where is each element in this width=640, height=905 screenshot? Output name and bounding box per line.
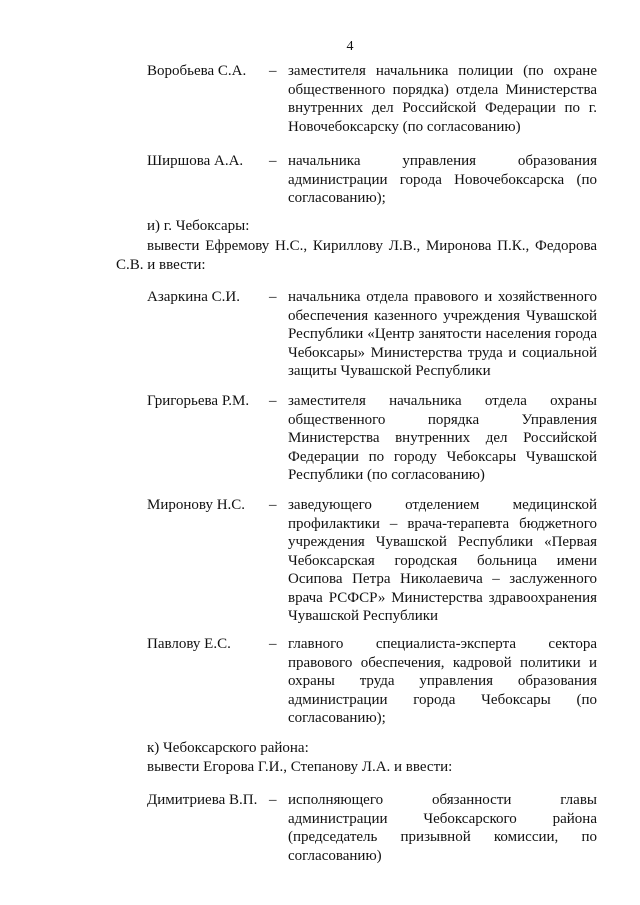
position-description: заместителя начальника отдела охраны общественного порядка Управления Министерства внутренних дел Российской Федерации по городу Чебоксары Чувашской Республики (по согласованию) (288, 393, 597, 483)
position-description: исполняющего обязанности главы администрации Чебоксарского района (председатель призывной комиссии, по согласованию) (288, 792, 597, 864)
position-description: заместителя начальника полиции (по охране общественного порядка) отдела Министерства внутренних дел Российской Федерации по г. Новочебоксарску (по согласованию) (288, 63, 597, 135)
section-instruction-district (147, 758, 597, 777)
entry-dash: – (269, 289, 277, 305)
position-description: начальника управления образования администрации города Новочебоксарска (по согласованию); (288, 153, 597, 206)
section-heading-district (147, 739, 597, 758)
section-instruction-cheboksary (116, 237, 597, 274)
entry-dash: – (269, 393, 277, 409)
section-heading: к) Чебоксарского района: (147, 740, 309, 756)
position-description: главного специалиста-эксперта сектора правового обеспечения, кадровой политики и охраны труда управления образования администрации города Чебоксары (по согласованию); (288, 636, 597, 726)
person-name: Миронову Н.С. (147, 497, 246, 513)
person-name: Азаркина С.И. (147, 289, 241, 305)
section-heading-cheboksary (147, 217, 597, 236)
instruction-text: вывести Егорова Г.И., Степанову Л.А. и ввести: (147, 759, 453, 775)
person-name: Григорьева Р.М. (147, 393, 250, 409)
person-name: Воробьева С.А. (147, 63, 247, 79)
position-description: начальника отдела правового и хозяйственного обеспечения казенного учреждения Чувашской Республики «Центр занятости населения города Чебоксары» Министерства труда и социальной защиты Чувашской Республики (288, 289, 597, 379)
entry-dash: – (269, 497, 277, 513)
entry-dash: – (269, 63, 277, 79)
entry-dash: – (269, 636, 277, 652)
entry-dash: – (269, 153, 277, 169)
person-name: Ширшова А.А. (147, 153, 244, 169)
person-name: Димитриева В.П. (147, 792, 258, 808)
person-name: Павлову Е.С. (147, 636, 231, 652)
entry-dash: – (269, 792, 277, 808)
instruction-text: вывести Ефремову Н.С., Кириллову Л.В., Миронова П.К., Федорова С.В. и ввести: (116, 238, 597, 273)
section-heading: и) г. Чебоксары: (147, 218, 250, 234)
page-number: 4 (346, 39, 354, 54)
position-description: заведующего отделением медицинской профилактики – врача-терапевта бюджетного учреждения Чувашской Республики «Первая Чебоксарская городская больница имени Осипова Петра Николаевича – заслуженного врача РСФСР» Министерства здравоохранения Чувашской Республики (288, 497, 597, 624)
